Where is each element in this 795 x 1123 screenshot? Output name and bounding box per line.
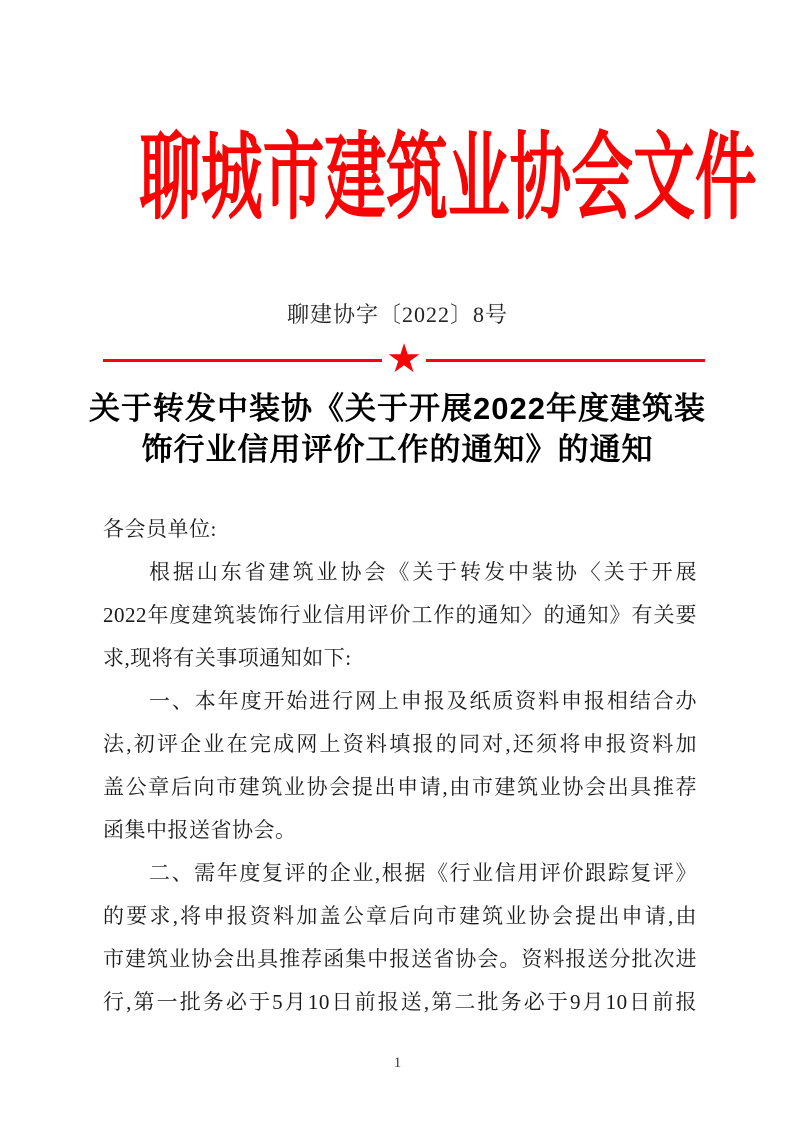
body-line: 的要求,将申报资料加盖公章后向市建筑业协会提出申请,由 bbox=[103, 904, 697, 928]
divider-rule-left bbox=[103, 359, 382, 362]
divider-rule-right bbox=[426, 359, 705, 362]
doc-reference-number: 聊建协字〔2022〕8号 bbox=[286, 302, 508, 327]
body-line: 函集中报送省协会。 bbox=[103, 818, 297, 842]
red-divider bbox=[103, 338, 705, 382]
page-number: 1 bbox=[393, 1055, 402, 1071]
body-line: 盖公章后向市建筑业协会提出申请,由市建筑业协会出具推荐 bbox=[103, 775, 697, 799]
document-title-line2: 饰行业信用评价工作的通知》的通知 bbox=[141, 432, 654, 467]
body-line: 法,初评企业在完成网上资料填报的同对,还须将申报资料加 bbox=[103, 732, 697, 756]
document-title-line1: 关于转发中装协《关于开展2022年度建筑装 bbox=[89, 391, 706, 426]
body-line: 2022年度建筑装饰行业信用评价工作的通知〉的通知》有关要 bbox=[103, 603, 697, 627]
body-line: 市建筑业协会出具推荐函集中报送省协会。资料报送分批次进 bbox=[103, 947, 697, 971]
document-body bbox=[103, 508, 697, 1024]
body-line: 一、本年度开始进行网上申报及纸质资料申报相结合办 bbox=[149, 689, 697, 713]
star-icon: ★ bbox=[386, 336, 422, 382]
body-line: 根据山东省建筑业协会《关于转发中装协〈关于开展 bbox=[149, 560, 697, 584]
org-masthead-title: 聊城市建筑业协会文件 bbox=[139, 125, 757, 231]
document-title bbox=[60, 388, 735, 470]
body-line: 各会员单位: bbox=[103, 517, 217, 541]
body-line: 二、需年度复评的企业,根据《行业信用评价跟踪复评》 bbox=[149, 861, 697, 885]
body-line: 求,现将有关事项通知如下: bbox=[103, 646, 352, 670]
body-line: 行,第一批务必于5月10日前报送,第二批务必于9月10日前报 bbox=[103, 990, 697, 1014]
